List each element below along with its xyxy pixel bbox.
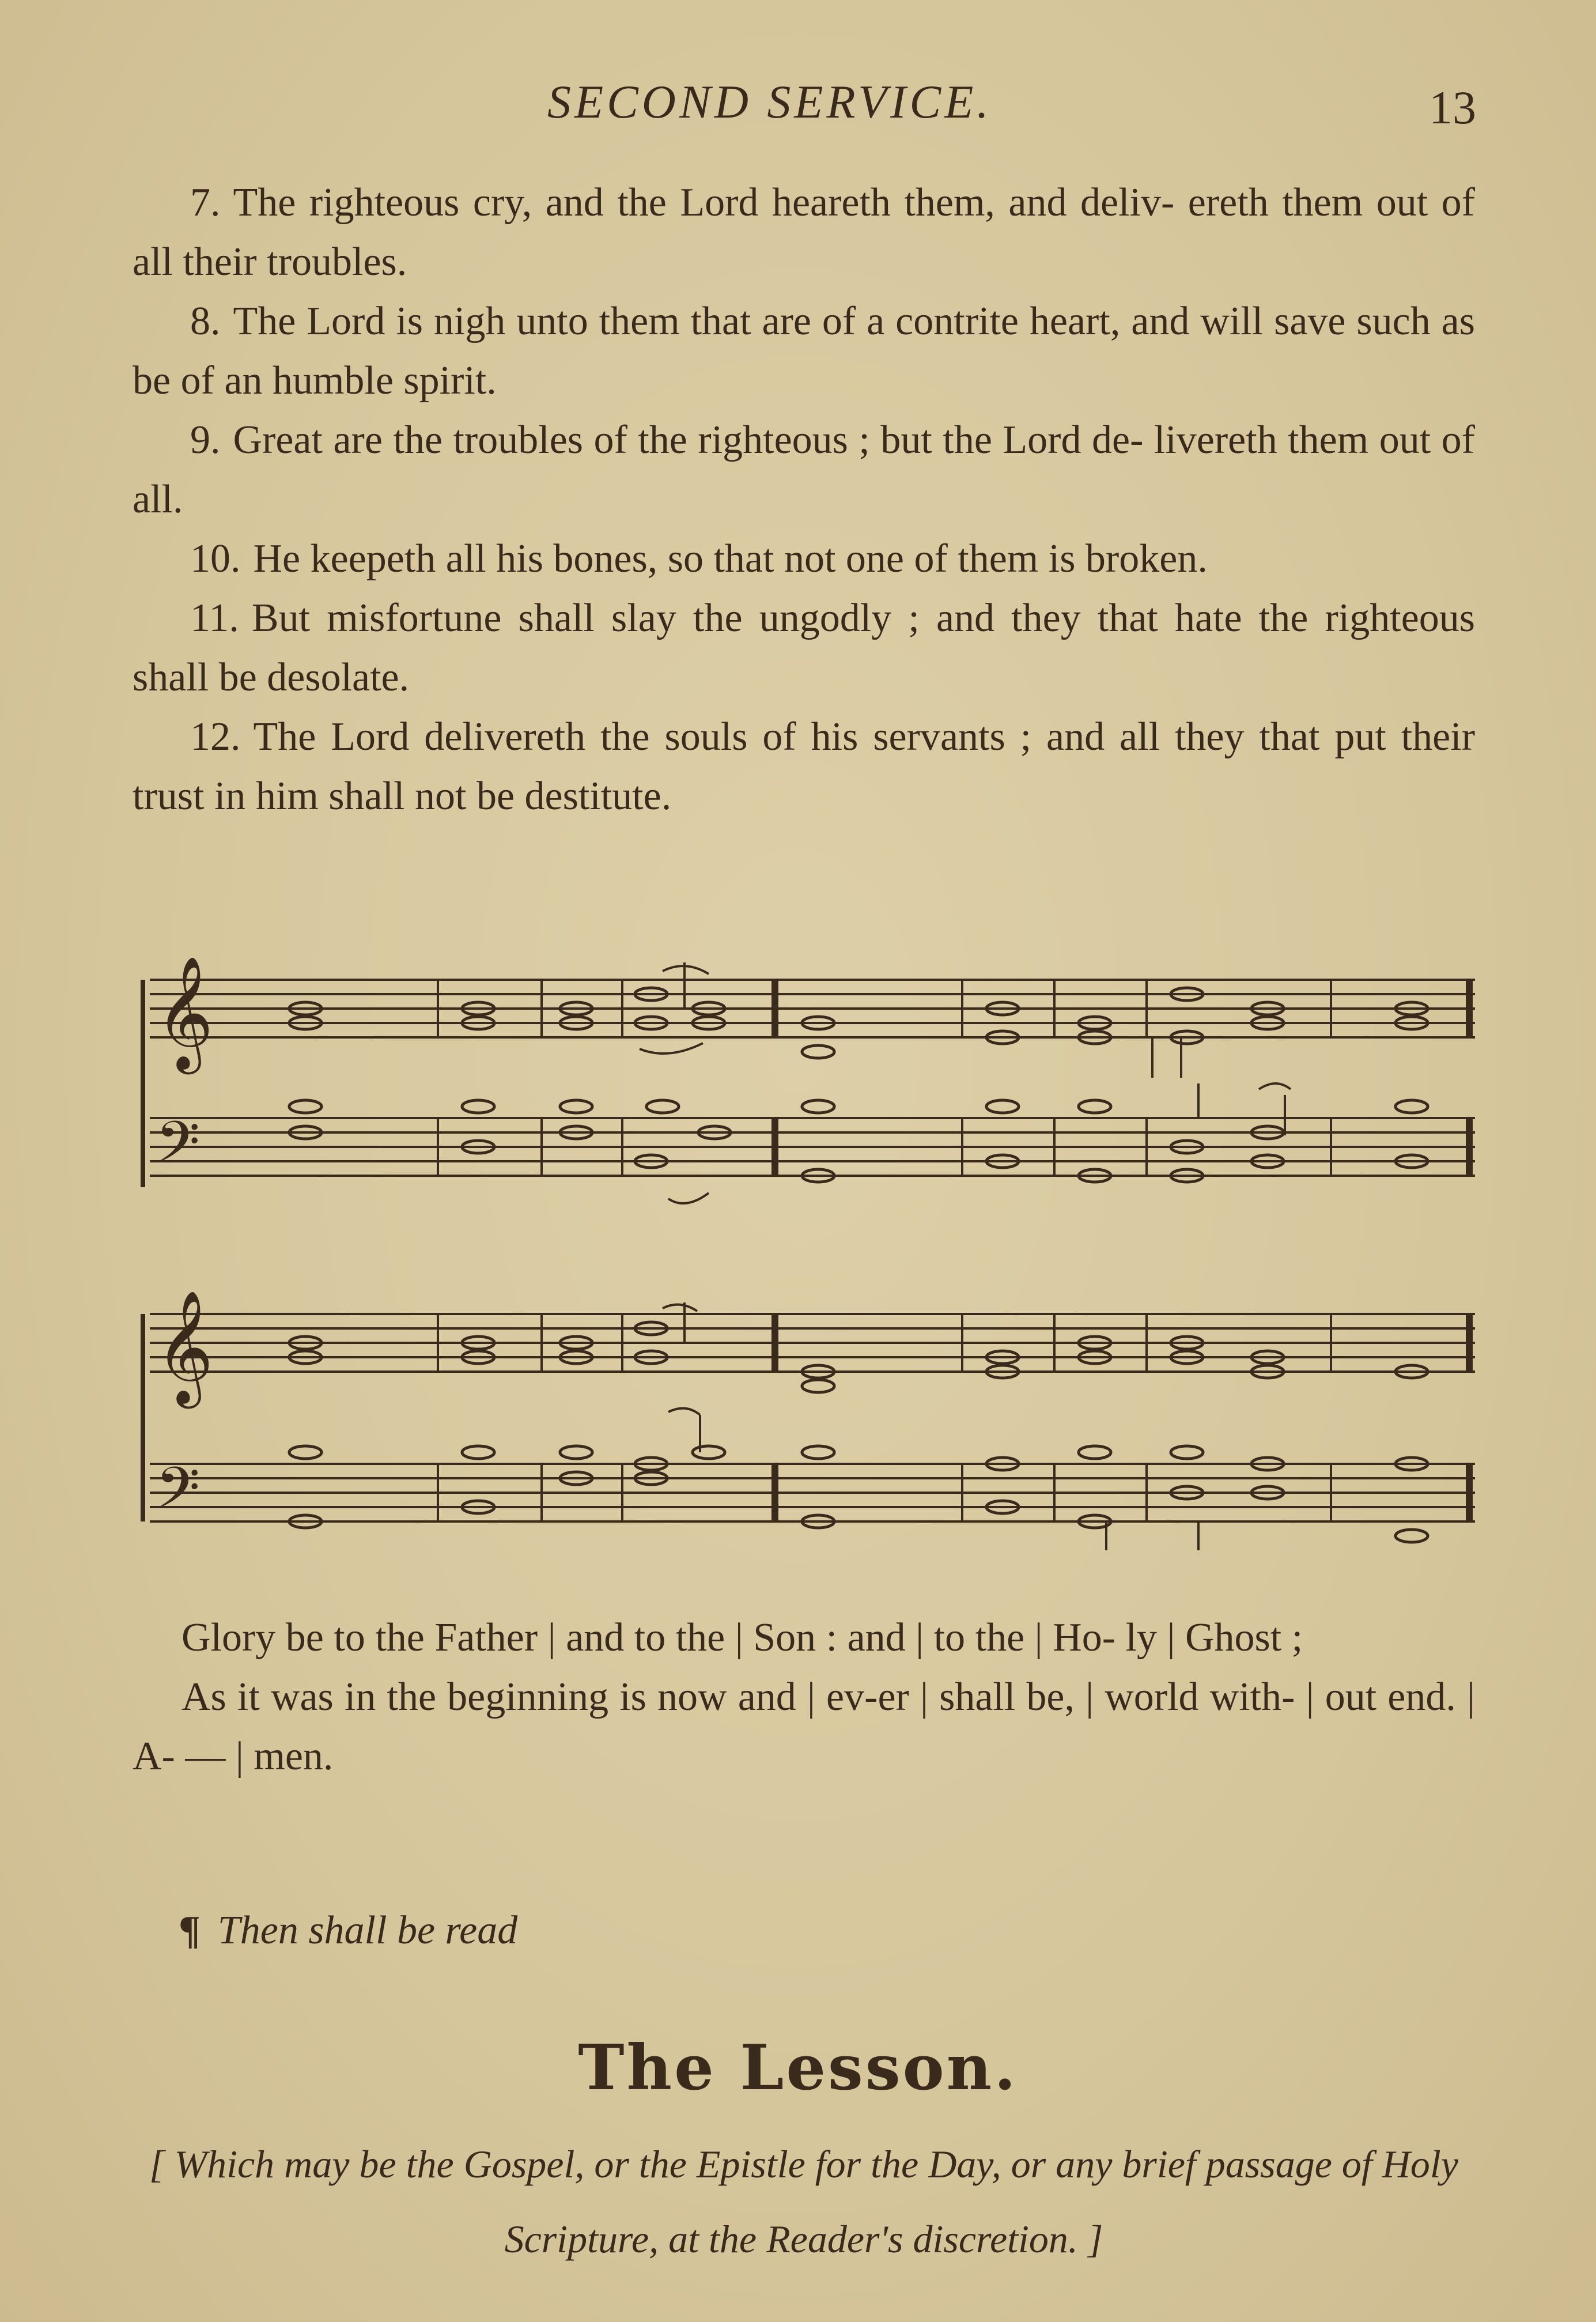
psalm-verses xyxy=(133,173,1475,826)
chant-system-1 xyxy=(133,945,1481,1268)
lesson-title: The Lesson. xyxy=(578,2032,1018,2104)
page-number: 13 xyxy=(1429,81,1476,134)
verse-number: 11. xyxy=(190,596,239,640)
rubric-text: Then shall be read xyxy=(217,1908,518,1953)
running-head: SECOND SERVICE. xyxy=(547,75,992,128)
verse-number: 8. xyxy=(190,299,221,343)
verse xyxy=(133,173,1475,292)
verse-number: 7. xyxy=(190,180,221,225)
treble-clef-icon: 𝄞 xyxy=(156,1291,214,1404)
verse-text: Great are the troubles of the righteous ; but the Lord de- livereth them out of all. xyxy=(133,418,1475,522)
verse-number: 10. xyxy=(190,537,241,581)
verse-text: The Lord delivereth the souls of his servants ; and all they that put their trust in him shall not be destitute. xyxy=(133,715,1475,818)
bass-clef-icon: 𝄢 xyxy=(156,1455,201,1535)
verse xyxy=(133,588,1475,707)
gloria-patri xyxy=(133,1608,1475,1786)
gloria-line-2: As it was in the beginning is now and | ev-er | shall be, | world with- | out end. | A- — | men. xyxy=(133,1675,1475,1779)
verse-text: But misfortune shall slay the ungodly ; and they that hate the righteous shall be desolate. xyxy=(133,596,1475,700)
verse xyxy=(133,410,1475,529)
treble-clef-icon: 𝄞 xyxy=(156,956,214,1070)
verse xyxy=(133,529,1475,588)
verse-number: 12. xyxy=(190,715,241,759)
verse-text: He keepeth all his bones, so that not one of them is broken. xyxy=(253,537,1208,581)
lesson-note: [ Which may be the Gospel, or the Epistle for the Day, or any brief passage of Holy Scripture, at the Reader's discretion. ] xyxy=(149,2142,1458,2261)
verse-text: The righteous cry, and the Lord heareth them, and deliv- ereth them out of all their troubles. xyxy=(133,180,1475,284)
page-header xyxy=(0,75,1596,133)
verse-text: The Lord is nigh unto them that are of a contrite heart, and will save such as be of an humble spirit. xyxy=(133,299,1475,403)
verse xyxy=(133,292,1475,410)
rubric xyxy=(179,1908,517,1954)
music-staff-image xyxy=(133,945,1481,1268)
pilcrow-icon: ¶ xyxy=(179,1908,201,1953)
verse xyxy=(133,707,1475,826)
bass-clef-icon: 𝄢 xyxy=(156,1109,201,1190)
chant-system-2 xyxy=(133,1291,1481,1579)
music-staff-image xyxy=(133,1291,1481,1579)
verse-number: 9. xyxy=(190,418,221,462)
gloria-line-1: Glory be to the Father | and to the | Son : and | to the | Ho- ly | Ghost ; xyxy=(181,1615,1303,1660)
